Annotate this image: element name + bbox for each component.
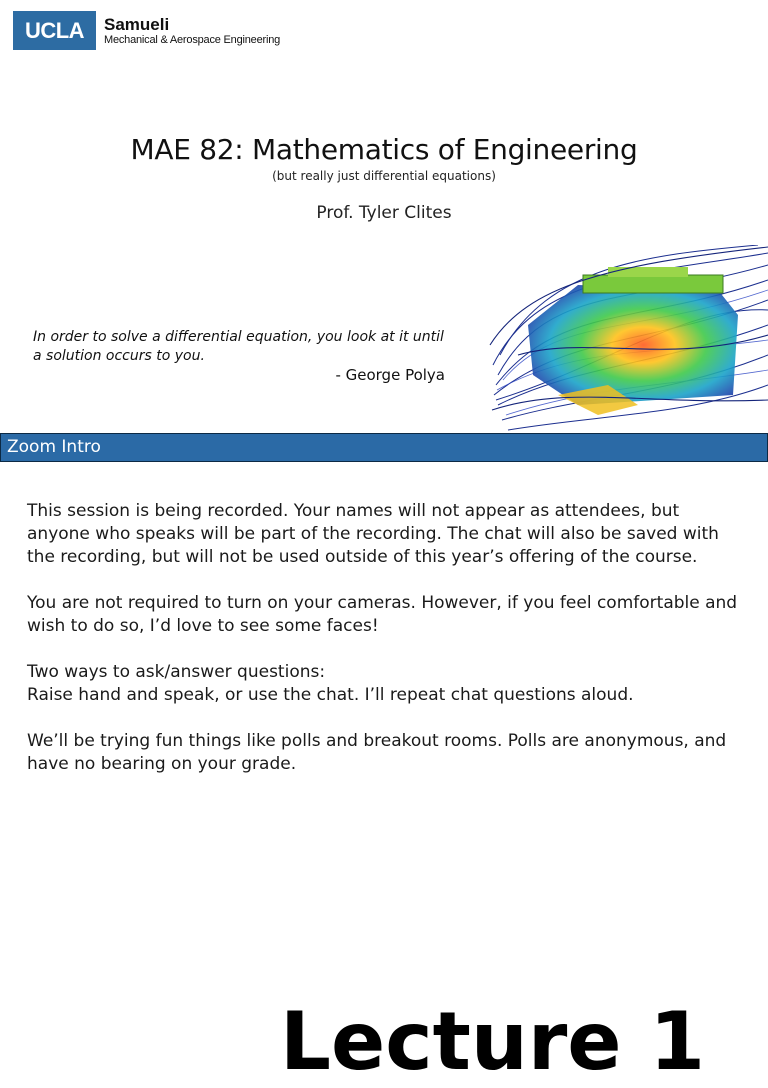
ucla-logo-mark: UCLA — [13, 11, 96, 50]
logo-department: Mechanical & Aerospace Engineering — [104, 33, 281, 46]
quote-author: - George Polya — [335, 366, 445, 384]
professor-name: Prof. Tyler Clites — [316, 203, 452, 223]
paragraph-questions-heading: Two ways to ask/answer questions: — [27, 662, 326, 682]
paragraph-questions: Raise hand and speak, or use the chat. I’ll repeat chat questions aloud. — [27, 685, 634, 705]
section-body — [27, 500, 747, 799]
slide-title: MAE 82: Mathematics of Engineering — [130, 133, 638, 166]
paragraph-recording: This session is being recorded. Your names will not appear as attendees, but anyone who speaks will be part of the recording. The chat will also be saved with the recording, but will not be used outside of this year’s offering of the course. — [27, 501, 719, 567]
quote-text: In order to solve a differential equation, you look at it until a solution occurs to you. — [33, 329, 444, 364]
section-header-bar — [0, 433, 768, 462]
logo-text — [104, 16, 280, 46]
logo-name: Samueli — [104, 14, 170, 34]
paragraph-cameras: You are not required to turn on your cameras. However, if you feel comfortable and wish to do so, I’d love to see some faces! — [27, 593, 738, 636]
section-title: Zoom Intro — [7, 437, 101, 457]
fluid-flow-simulation-image — [488, 245, 768, 433]
slide-subtitle: (but really just differential equations) — [272, 169, 496, 183]
next-slide-title-partial: Lecture 1 — [280, 995, 706, 1088]
paragraph-polls: We’ll be trying fun things like polls and breakout rooms. Polls are anonymous, and have no bearing on your grade. — [27, 731, 727, 774]
ucla-samueli-logo — [13, 11, 280, 50]
